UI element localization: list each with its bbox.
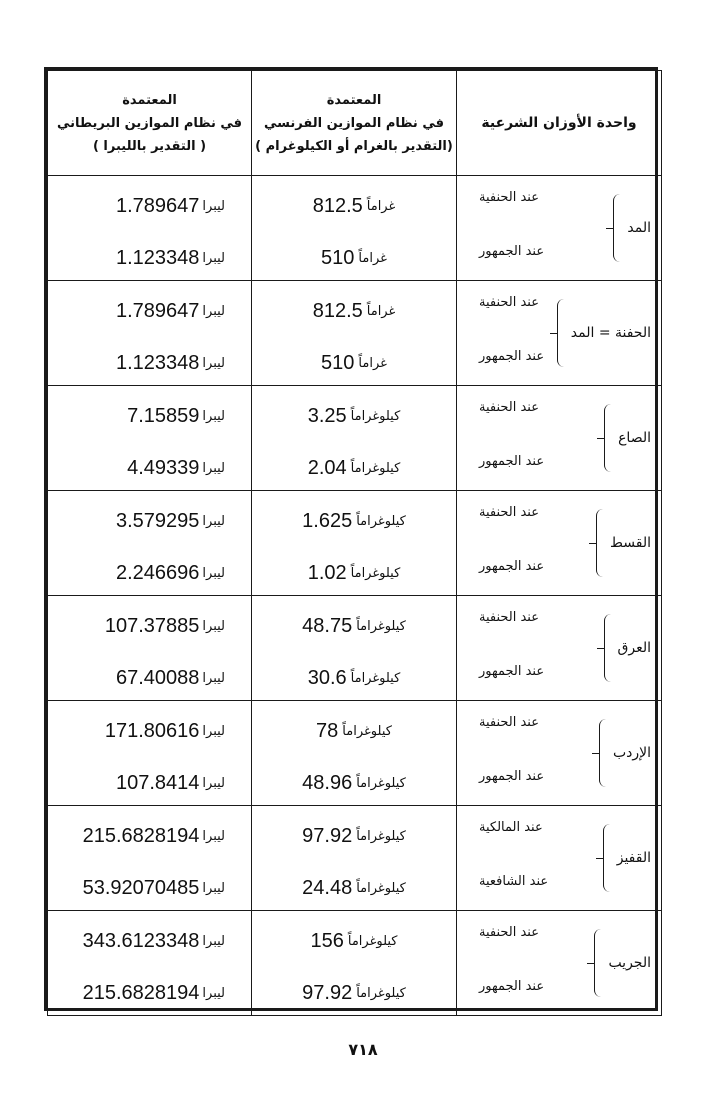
- french-value-cell: [252, 281, 457, 386]
- unit-name: الجريب: [608, 955, 651, 971]
- british-number: 215.6828194: [82, 981, 200, 1004]
- british-number: 4.49339: [127, 456, 200, 479]
- unit-name: العرق: [617, 640, 651, 656]
- curly-brace-icon: [599, 719, 607, 787]
- unit-name: الحفنة = المد: [570, 325, 651, 341]
- french-value-top: [252, 192, 456, 220]
- unit-label: غراماً: [358, 355, 387, 371]
- weights-table: [47, 70, 662, 1016]
- header-french-line-1: المعتمدة: [326, 92, 382, 108]
- british-value-bottom: [48, 664, 251, 692]
- unit-label: كيلوغراماً: [342, 723, 392, 739]
- school-opinion-bottom: عند الشافعية: [479, 874, 549, 889]
- british-value-cell: [48, 176, 252, 281]
- british-value-cell: [48, 911, 252, 1016]
- british-number: 1.123348: [115, 246, 200, 269]
- header-british-system: [48, 71, 252, 176]
- unit-label: كيلوغراماً: [350, 408, 401, 424]
- french-number: 97.92: [302, 981, 353, 1004]
- french-value-top: [252, 402, 456, 430]
- unit-name: المد: [627, 220, 651, 236]
- british-value-cell: [48, 281, 252, 386]
- school-opinion-bottom: عند الجمهور: [479, 769, 545, 784]
- curly-brace-icon: [596, 509, 604, 577]
- french-value-bottom: [252, 874, 456, 902]
- french-number: 812.5: [312, 194, 363, 217]
- table-row: [48, 176, 662, 281]
- french-value-cell: [252, 386, 457, 491]
- curly-brace-icon: [603, 824, 611, 892]
- french-value-bottom: [252, 769, 456, 797]
- french-value-top: [252, 927, 456, 955]
- header-french-system: [252, 71, 457, 176]
- french-value-cell: [252, 701, 457, 806]
- unit-label: ليبرا: [202, 933, 225, 949]
- unit-label: ليبرا: [202, 670, 225, 686]
- british-value-bottom: [48, 874, 251, 902]
- french-number: 48.96: [302, 771, 353, 794]
- school-opinion-top: عند الحنفية: [479, 400, 539, 415]
- header-shariah-unit: واحدة الأوزان الشرعية: [457, 71, 662, 176]
- british-number: 1.789647: [115, 194, 200, 217]
- british-number: 7.15859: [127, 404, 200, 427]
- french-value-top: [252, 822, 456, 850]
- header-british-line-1: المعتمدة: [122, 92, 177, 108]
- unit-label: ليبرا: [202, 828, 225, 844]
- school-opinion-top: عند الحنفية: [479, 715, 539, 730]
- french-value-bottom: [252, 559, 456, 587]
- unit-label: كيلوغراماً: [356, 513, 406, 529]
- school-opinion-bottom: عند الجمهور: [479, 979, 545, 994]
- unit-label: ليبرا: [202, 618, 225, 634]
- shariah-unit-cell: [457, 911, 662, 1016]
- french-number: 2.04: [307, 456, 347, 479]
- british-number: 53.92070485: [82, 876, 200, 899]
- shariah-unit-cell: [457, 176, 662, 281]
- french-number: 510: [321, 351, 355, 374]
- british-value-cell: [48, 386, 252, 491]
- unit-label: ليبرا: [202, 985, 225, 1001]
- british-value-top: [48, 717, 251, 745]
- british-value-cell: [48, 806, 252, 911]
- british-value-bottom: [48, 979, 251, 1007]
- unit-label: غراماً: [366, 198, 396, 214]
- british-value-top: [48, 612, 251, 640]
- french-value-bottom: [252, 349, 456, 377]
- french-value-cell: [252, 806, 457, 911]
- table-body: [48, 176, 662, 1016]
- french-value-bottom: [252, 454, 456, 482]
- page-number: ٧١٨: [348, 1040, 378, 1059]
- british-value-bottom: [48, 559, 251, 587]
- unit-name: القفيز: [616, 850, 651, 866]
- school-opinion-top: عند الحنفية: [479, 610, 539, 625]
- school-opinion-bottom: عند الجمهور: [479, 349, 545, 364]
- british-number: 3.579295: [115, 509, 200, 532]
- school-opinion-top: عند المالكية: [479, 820, 543, 835]
- unit-name: القسط: [609, 535, 651, 551]
- unit-label: كيلوغراماً: [347, 933, 398, 949]
- british-number: 107.37885: [104, 614, 200, 637]
- french-value-top: [252, 717, 456, 745]
- header-british-line-2: في نظام الموازين البريطاني: [56, 115, 243, 131]
- header-british-line-3: ( التقدير بالليبرا ): [92, 138, 207, 154]
- curly-brace-icon: [613, 194, 621, 262]
- unit-label: كيلوغراماً: [356, 985, 406, 1001]
- table-row: [48, 491, 662, 596]
- school-opinion-bottom: عند الجمهور: [479, 244, 545, 259]
- french-value-bottom: [252, 979, 456, 1007]
- school-opinion-bottom: عند الجمهور: [479, 664, 545, 679]
- school-opinion-top: عند الحنفية: [479, 190, 539, 205]
- french-number: 510: [321, 246, 355, 269]
- table-header-row: [48, 71, 662, 176]
- weights-table-frame: [44, 67, 658, 1011]
- french-number: 1.02: [307, 561, 347, 584]
- british-number: 171.80616: [104, 719, 200, 742]
- school-opinion-bottom: عند الجمهور: [479, 454, 545, 469]
- unit-label: ليبرا: [202, 460, 225, 476]
- table-row: [48, 281, 662, 386]
- unit-label: كيلوغراماً: [356, 775, 406, 791]
- shariah-unit-cell: [457, 806, 662, 911]
- header-french-line-3: (التقدير بالغرام أو الكيلوغرام ): [255, 138, 453, 154]
- unit-label: ليبرا: [202, 723, 225, 739]
- unit-label: ليبرا: [202, 303, 225, 319]
- french-number: 1.625: [302, 509, 353, 532]
- british-value-top: [48, 507, 251, 535]
- unit-label: غراماً: [366, 303, 396, 319]
- british-value-top: [48, 402, 251, 430]
- table-row: [48, 911, 662, 1016]
- shariah-unit-cell: [457, 491, 662, 596]
- french-number: 3.25: [307, 404, 347, 427]
- british-number: 1.789647: [115, 299, 200, 322]
- unit-label: كيلوغراماً: [356, 618, 406, 634]
- unit-label: غراماً: [358, 250, 387, 266]
- french-value-top: [252, 297, 456, 325]
- british-value-cell: [48, 701, 252, 806]
- school-opinion-top: عند الحنفية: [479, 925, 539, 940]
- french-number: 97.92: [302, 824, 353, 847]
- table-row: [48, 701, 662, 806]
- shariah-unit-cell: [457, 596, 662, 701]
- shariah-unit-cell: [457, 281, 662, 386]
- french-value-bottom: [252, 664, 456, 692]
- shariah-unit-cell: [457, 386, 662, 491]
- british-number: 107.8414: [115, 771, 200, 794]
- british-number: 67.40088: [115, 666, 200, 689]
- british-number: 343.6123348: [82, 929, 200, 952]
- british-value-bottom: [48, 454, 251, 482]
- french-value-cell: [252, 176, 457, 281]
- british-value-top: [48, 927, 251, 955]
- unit-label: ليبرا: [202, 250, 225, 266]
- shariah-unit-cell: [457, 701, 662, 806]
- french-number: 30.6: [307, 666, 347, 689]
- french-number: 48.75: [302, 614, 353, 637]
- french-value-cell: [252, 596, 457, 701]
- unit-label: ليبرا: [202, 880, 225, 896]
- unit-name: الإردب: [612, 745, 651, 761]
- british-value-bottom: [48, 349, 251, 377]
- curly-brace-icon: [604, 404, 612, 472]
- british-number: 2.246696: [115, 561, 200, 584]
- unit-label: كيلوغراماً: [356, 828, 406, 844]
- british-value-cell: [48, 491, 252, 596]
- french-value-top: [252, 507, 456, 535]
- unit-label: ليبرا: [202, 775, 225, 791]
- curly-brace-icon: [604, 614, 612, 682]
- french-value-cell: [252, 911, 457, 1016]
- school-opinion-top: عند الحنفية: [479, 505, 539, 520]
- table-row: [48, 596, 662, 701]
- french-value-top: [252, 612, 456, 640]
- french-value-bottom: [252, 244, 456, 272]
- british-value-top: [48, 297, 251, 325]
- british-value-bottom: [48, 244, 251, 272]
- curly-brace-icon: [594, 929, 602, 997]
- unit-label: كيلوغراماً: [350, 565, 401, 581]
- unit-label: كيلوغراماً: [356, 880, 406, 896]
- unit-label: ليبرا: [202, 565, 225, 581]
- header-french-line-2: في نظام الموازين الفرنسي: [264, 115, 444, 131]
- unit-label: كيلوغراماً: [350, 670, 401, 686]
- unit-name: الصاع: [618, 430, 651, 446]
- french-number: 24.48: [302, 876, 353, 899]
- british-value-bottom: [48, 769, 251, 797]
- school-opinion-top: عند الحنفية: [479, 295, 539, 310]
- british-value-cell: [48, 596, 252, 701]
- british-number: 1.123348: [115, 351, 200, 374]
- unit-label: ليبرا: [202, 198, 225, 214]
- french-number: 156: [310, 929, 344, 952]
- british-value-top: [48, 192, 251, 220]
- table-row: [48, 386, 662, 491]
- unit-label: كيلوغراماً: [350, 460, 401, 476]
- table-row: [48, 806, 662, 911]
- french-number: 812.5: [312, 299, 363, 322]
- unit-label: ليبرا: [202, 408, 225, 424]
- unit-label: ليبرا: [202, 513, 225, 529]
- french-value-cell: [252, 491, 457, 596]
- school-opinion-bottom: عند الجمهور: [479, 559, 545, 574]
- unit-label: ليبرا: [202, 355, 225, 371]
- british-value-top: [48, 822, 251, 850]
- british-number: 215.6828194: [82, 824, 200, 847]
- french-number: 78: [316, 719, 339, 742]
